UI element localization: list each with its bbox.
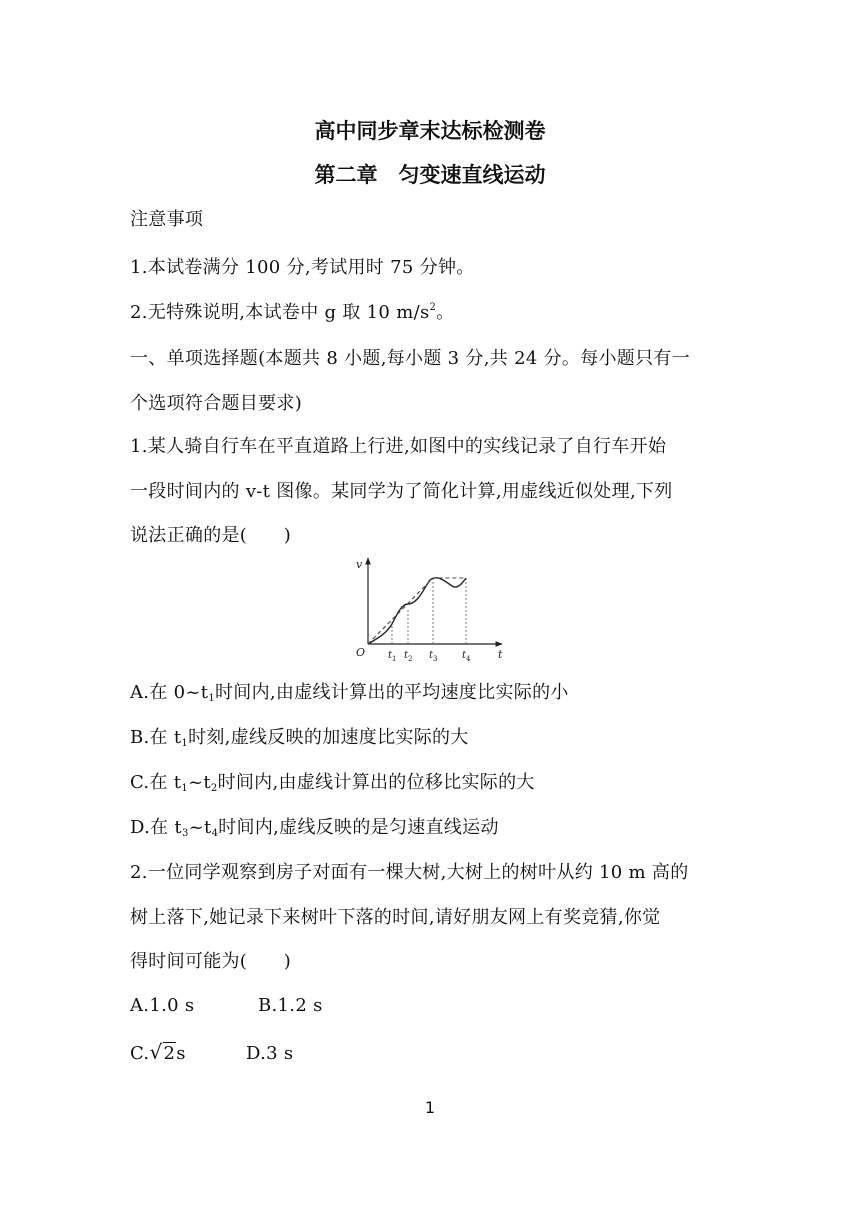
section-heading-line-2: 个选项符合题目要求)	[130, 393, 303, 414]
question-1-option-c: C.在 $t_1\sim t_2$时间内,由虚线计算出的位移比实际的大	[130, 772, 535, 794]
t3-label: $t_3$	[429, 650, 438, 663]
question-2-options-row-1	[130, 995, 323, 1016]
question-1-option-d: D.在 $t_3\sim t_4$时间内,虚线反映的是匀速直线运动	[130, 817, 499, 839]
notes-heading: 注意事项	[130, 209, 204, 230]
question-2-option-d: D.3 s	[246, 1043, 294, 1064]
vt-graph-figure	[348, 552, 508, 670]
t1-label: $t_1$	[388, 650, 397, 663]
question-2-line-2: 树上落下,她记录下来树叶下落的时间,请好朋友网上有奖竞猜,你觉	[130, 907, 661, 928]
document-title: 高中同步章末达标检测卷	[314, 119, 546, 143]
question-1-option-a: A.在 $0\sim t_1$时间内,由虚线计算出的平均速度比实际的小	[130, 682, 569, 704]
page-number: 1	[424, 1098, 436, 1117]
origin-label: O	[356, 646, 366, 659]
question-1-line-2: 一段时间内的 v-t 图像。某同学为了简化计算,用虚线近似处理,下列	[130, 481, 673, 502]
question-1-line-1: 1.某人骑自行车在平直道路上行进,如图中的实线记录了自行车开始	[130, 436, 667, 457]
section-heading-line-1: 一、单项选择题(本题共 8 小题,每小题 3 分,共 24 分。每小题只有一	[130, 348, 691, 369]
note-2: 2.无特殊说明,本试卷中 g 取 10 $m/s^2$。	[130, 302, 455, 323]
actual-vt-curve	[368, 578, 466, 644]
v-axis-label: v	[356, 558, 363, 571]
question-2-line-1: 2.一位同学观察到房子对面有一棵大树,大树上的树叶从约 10 m 高的	[130, 862, 689, 883]
chapter-title: 第二章 匀变速直线运动	[314, 163, 546, 187]
question-1-option-b: B.在 $t_1$时刻,虚线反映的加速度比实际的大	[130, 727, 469, 749]
question-2-line-3: 得时间可能为( )	[130, 951, 292, 972]
question-2-options-row-2	[130, 1040, 293, 1064]
t2-label: $t_2$	[404, 650, 413, 663]
question-2-option-a: A.1.0 s	[130, 995, 195, 1016]
vt-graph	[348, 552, 508, 670]
t4-label: $t_4$	[462, 650, 471, 663]
question-2-option-b: B.1.2 s	[258, 995, 323, 1016]
question-1-line-3: 说法正确的是( )	[130, 525, 292, 546]
question-2-option-c: C.√2s	[130, 1040, 186, 1064]
t-axis-label: t	[498, 648, 503, 661]
note-1: 1.本试卷满分 100 分,考试用时 75 分钟。	[130, 257, 475, 278]
